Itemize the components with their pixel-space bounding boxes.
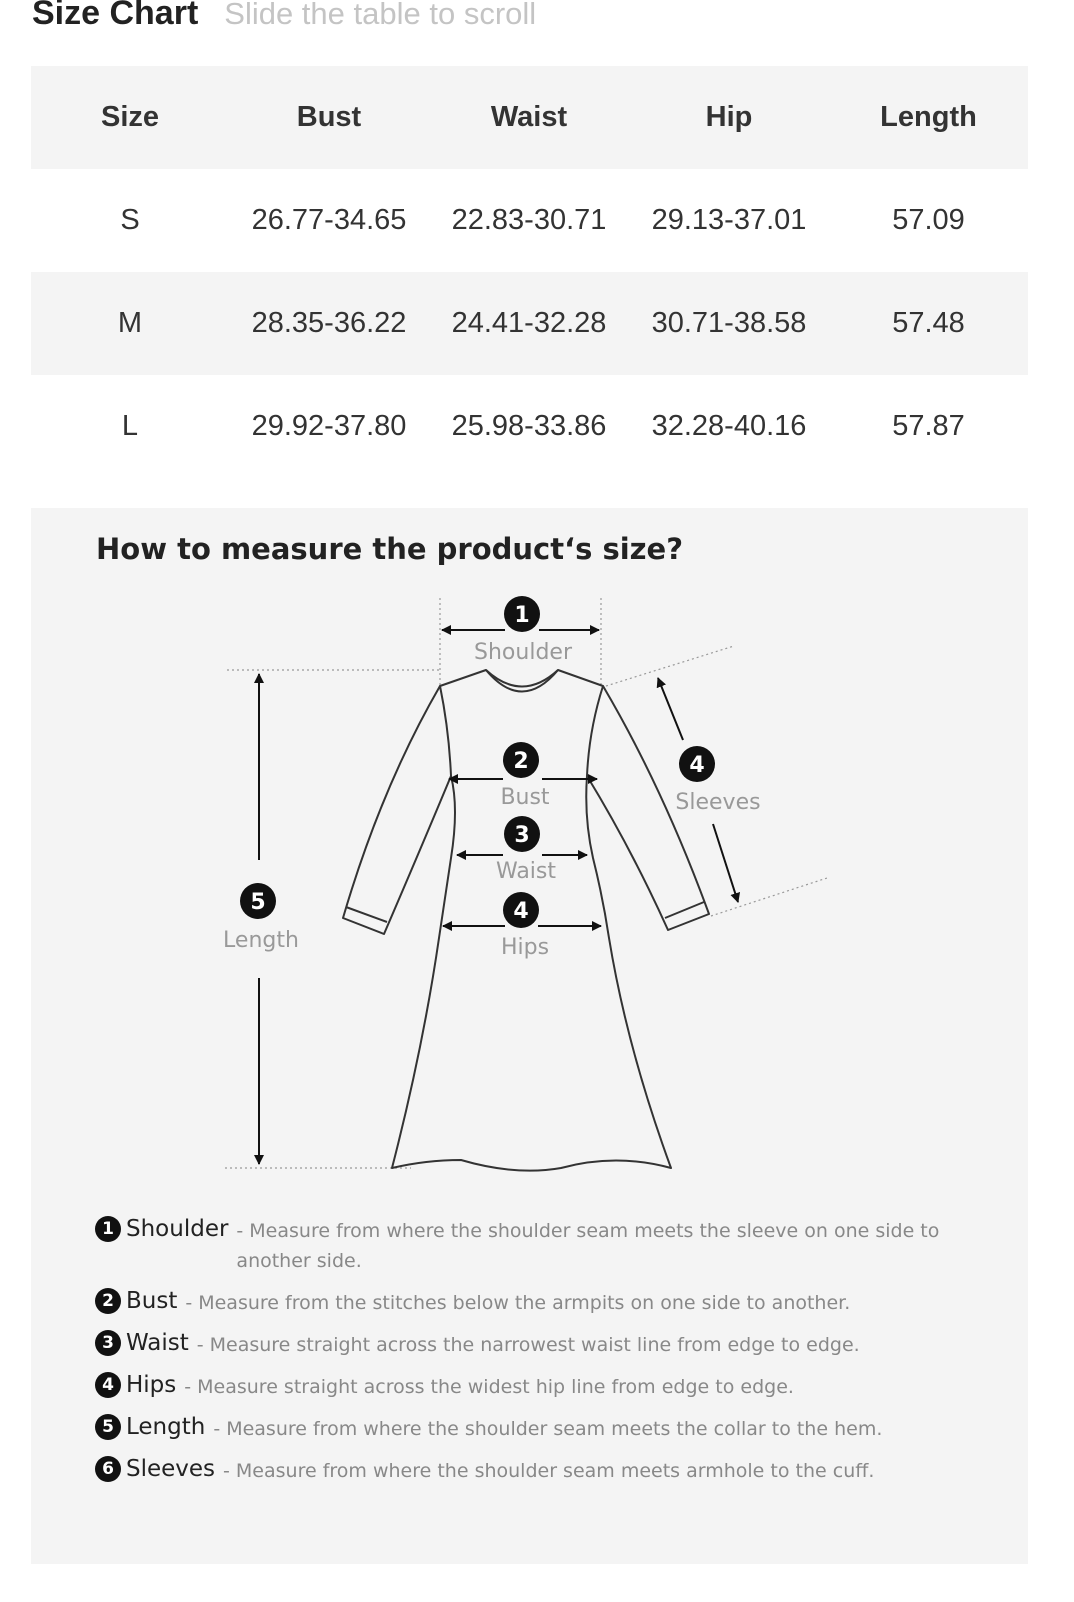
legend-item-bust <box>95 1288 965 1318</box>
legend-name: Hips <box>126 1372 177 1398</box>
measurement-legend <box>95 1216 965 1498</box>
waist-marker-number: 3 <box>514 823 530 848</box>
legend-number: 3 <box>95 1330 121 1356</box>
legend-name: Length <box>126 1414 206 1440</box>
legend-description: - Measure from the stitches below the armpits on one side to another. <box>185 1292 851 1314</box>
table-cell: 29.92-37.80 <box>251 410 407 442</box>
table-cell: 57.87 <box>892 410 965 442</box>
table-cell: L <box>121 410 139 442</box>
table-cell: 32.28-40.16 <box>651 410 807 442</box>
table-row <box>31 375 1028 478</box>
column-header-bust: Bust <box>229 66 429 169</box>
legend-name: Bust <box>126 1288 178 1314</box>
legend-name: Shoulder <box>126 1216 229 1242</box>
table-cell: M <box>31 272 229 375</box>
hips-marker-number: 4 <box>513 899 529 924</box>
legend-description: - Measure from where the shoulder seam meets armhole to the cuff. <box>223 1460 875 1482</box>
measurement-arrows <box>259 630 738 1164</box>
size-chart-header <box>32 0 536 38</box>
sleeves-marker-number: 4 <box>689 753 705 778</box>
table-cell: 28.35-36.22 <box>229 272 429 375</box>
table-row <box>31 169 1028 272</box>
legend-item-waist <box>95 1330 965 1360</box>
measure-guide-title: How to measure the product‘s size? <box>96 532 684 566</box>
legend-description: - Measure from where the shoulder seam meets the sleeve on one side to another side. <box>236 1220 940 1272</box>
column-header-size: Size <box>31 66 229 169</box>
column-header-waist: Waist <box>429 66 629 169</box>
table-cell: 29.13-37.01 <box>651 204 807 236</box>
legend-number: 4 <box>95 1372 121 1398</box>
measure-guide <box>31 508 1028 1564</box>
table-cell: 30.71-38.58 <box>629 272 829 375</box>
legend-description: - Measure straight across the widest hip line from edge to edge. <box>184 1376 794 1398</box>
size-chart-title: Size Chart <box>32 0 199 32</box>
bust-label: Bust <box>500 785 550 810</box>
length-marker-number: 5 <box>250 890 266 915</box>
bust-marker-number: 2 <box>513 749 529 774</box>
legend-item-hips <box>95 1372 965 1402</box>
table-cell: 22.83-30.71 <box>451 204 607 236</box>
legend-number: 5 <box>95 1414 121 1440</box>
sleeves-label: Sleeves <box>675 790 761 815</box>
waist-label: Waist <box>495 859 557 884</box>
table-cell: 25.98-33.86 <box>451 410 607 442</box>
legend-item-sleeves <box>95 1456 965 1486</box>
table-row <box>31 272 1028 375</box>
table-header-row <box>31 66 1028 169</box>
table-cell: 26.77-34.65 <box>251 204 407 236</box>
length-label: Length <box>223 928 299 953</box>
column-header-hip: Hip <box>629 66 829 169</box>
scroll-hint: Slide the table to scroll <box>224 0 537 31</box>
table-cell: S <box>120 204 140 236</box>
legend-number: 6 <box>95 1456 121 1482</box>
table-cell: 57.48 <box>829 272 1028 375</box>
legend-number: 1 <box>95 1216 121 1242</box>
bust-marker <box>500 742 549 810</box>
dress-diagram <box>31 508 1028 1208</box>
legend-item-length <box>95 1414 965 1444</box>
sleeves-marker <box>675 746 760 815</box>
shoulder-label: Shoulder <box>474 640 572 665</box>
column-header-length: Length <box>829 66 1028 169</box>
legend-item-shoulder <box>95 1216 965 1276</box>
hips-label: Hips <box>500 935 550 960</box>
waist-marker <box>496 816 556 884</box>
legend-number: 2 <box>95 1288 121 1314</box>
shoulder-marker-number: 1 <box>514 603 530 628</box>
length-marker <box>223 883 299 953</box>
size-table[interactable] <box>31 66 1028 478</box>
legend-description: - Measure from where the shoulder seam meets the collar to the hem. <box>213 1418 883 1440</box>
legend-name: Waist <box>126 1330 189 1356</box>
table-cell: 24.41-32.28 <box>429 272 629 375</box>
table-cell: 57.09 <box>892 204 965 236</box>
legend-description: - Measure straight across the narrowest waist line from edge to edge. <box>196 1334 860 1356</box>
legend-name: Sleeves <box>126 1456 216 1482</box>
